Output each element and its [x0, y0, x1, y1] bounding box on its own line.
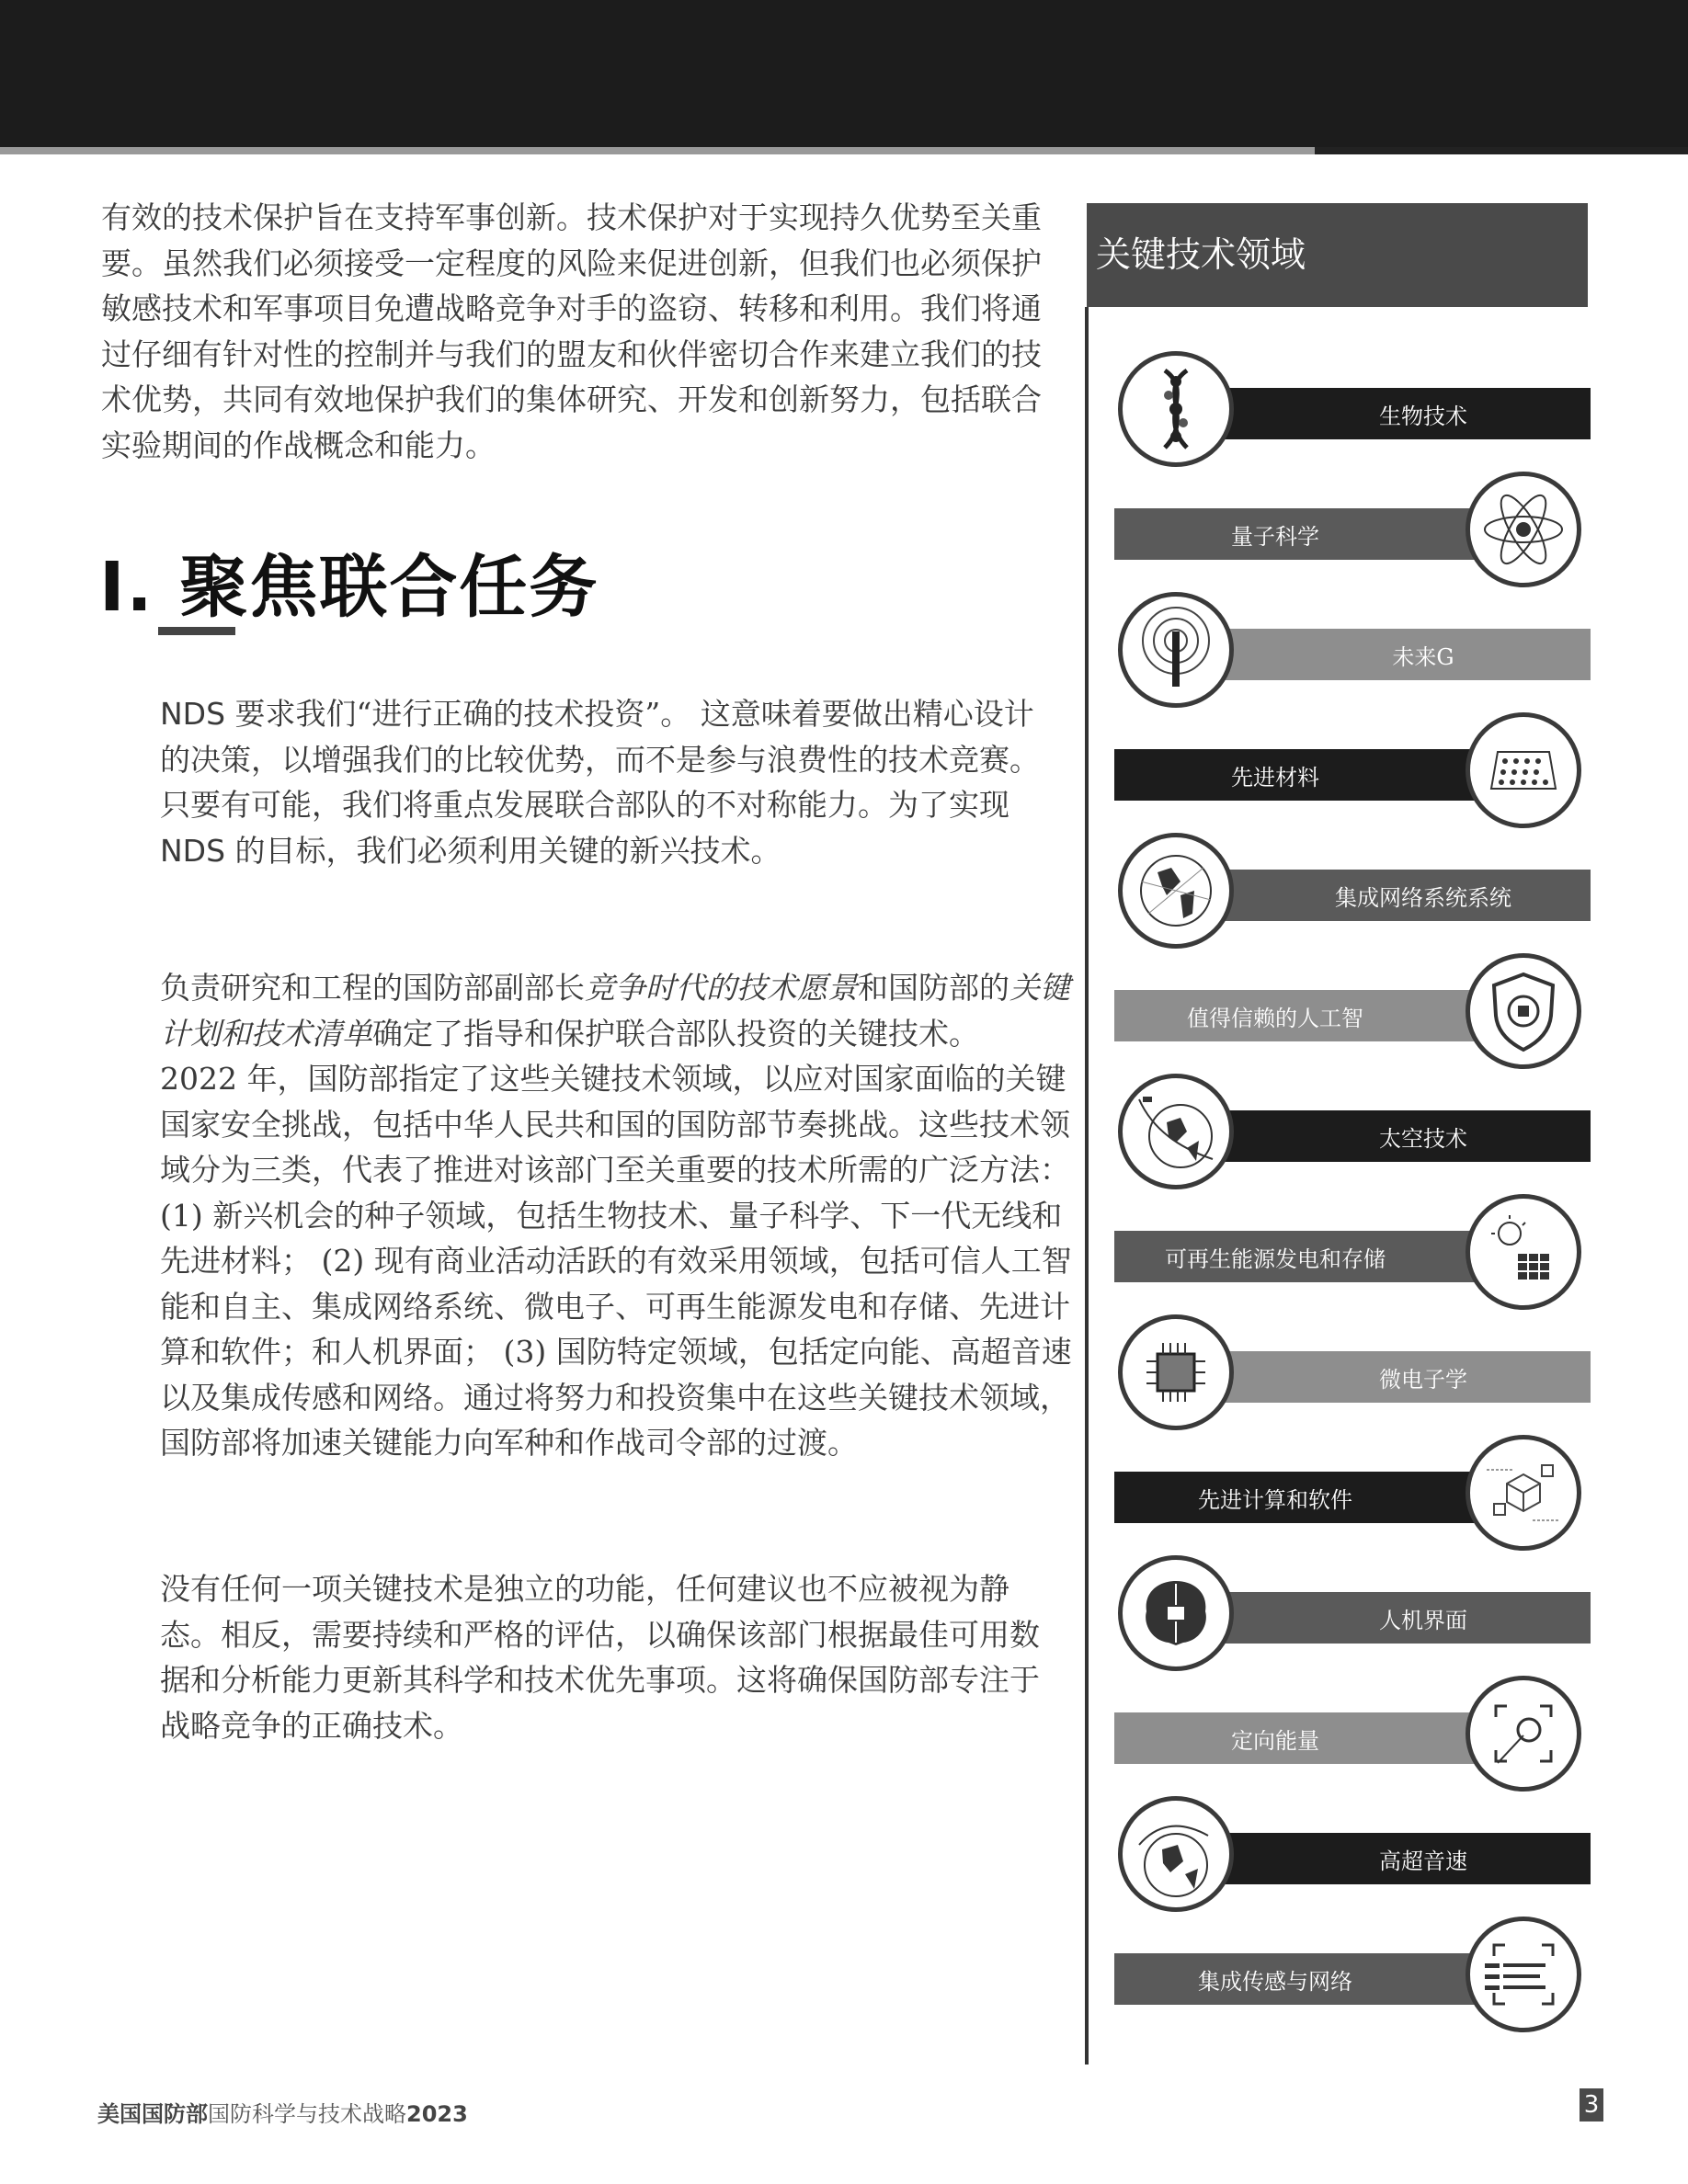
tech-label: 太空技术: [1192, 1110, 1591, 1162]
sidebar-title: 关键技术领域: [1087, 203, 1588, 307]
footer-document: 国防科学与技术战略: [208, 2101, 406, 2127]
tech-label: 定向能量: [1114, 1712, 1500, 1764]
satellite-globe-icon: [1118, 1074, 1234, 1189]
paragraph-text: 和国防部的: [858, 970, 1009, 1006]
nds-term: NDS: [160, 696, 226, 732]
footer-year: 2023: [406, 2101, 468, 2127]
nds-term: NDS: [160, 832, 226, 869]
tech-item-biotech: [1114, 349, 1591, 478]
paragraph-text: 要求我们“进行正确的技术投资”。 这意味着要做出精心设计的决策，以增强我们的比较优势，而不是参与浪费性的技术竞赛。只要有可能，我们将重点发展联合部队的不对称能力。为了实现: [160, 696, 1040, 823]
tech-item-renewable-energy: [1114, 1192, 1591, 1321]
intro-paragraph: 有效的技术保护旨在支持军事创新。技术保护对于实现持久优势至关重要。虽然我们必须接受一定程度的风险来促进创新，但我们也必须保护敏感技术和军事项目免遭战略竞争对手的盗窃、转移和利用。我们将通过仔细有针对性的控制并与我们的盟友和伙伴密切合作来建立我们的技术优势，共同有效地保护我们的集体研究、开发和创新努力，包括联合实验期间的作战概念和能力。: [101, 199, 1042, 463]
binary-sensor-icon: [1466, 1917, 1581, 2032]
paragraph-text: 2022 年，国防部指定了这些关键技术领域，以应对国家面临的关键国家安全挑战，包括中华人民共和国的国防部节奏挑战。这些技术领域分为三类，代表了推进对该部门至关重要的技术所需的广泛方法：(1) 新兴机会的种子领域，包括生物技术、量子科学、下一代无线和先进材料； (2) 现有商业活动活跃的有效采用领域，包括可信人工智能和自主、集成网络系统、微电子、可再生能源发电和存储、先进计算和软件；和人机界面； (3) 国防特定领域，包括定向能、高超音速以及集成传感和网络。通过将努力和投资集中在这些关键技术领域，国防部将加速关键能力向军种和作战司令部的过渡。: [160, 1061, 1072, 1461]
tech-item-future-g: [1114, 590, 1591, 719]
paragraph-text: 确定了指导和保护联合部队投资的关键技术。: [372, 1015, 979, 1052]
sidebar-divider: [1085, 307, 1089, 2065]
page-number: 3: [1580, 2088, 1603, 2121]
target-beam-icon: [1466, 1676, 1581, 1792]
tech-label: 人机界面: [1192, 1592, 1591, 1644]
paragraph-text: 的目标，我们必须利用关键的新兴技术。: [225, 832, 781, 869]
microchip-icon: [1118, 1314, 1234, 1430]
computing-cubes-icon: [1466, 1435, 1581, 1551]
tech-item-quantum: [1114, 470, 1591, 598]
tech-label: 先进计算和软件: [1114, 1472, 1500, 1523]
tech-label: 值得信赖的人工智: [1114, 990, 1500, 1041]
material-grid-icon: [1466, 712, 1581, 828]
footer-org: 美国国防部: [97, 2101, 208, 2127]
tech-label: 高超音速: [1192, 1833, 1591, 1884]
tech-item-space: [1114, 1072, 1591, 1200]
tech-item-trusted-ai: [1114, 951, 1591, 1080]
tech-item-advanced-computing: [1114, 1433, 1591, 1562]
brain-circuit-icon: [1118, 1555, 1234, 1671]
network-globe-icon: [1118, 833, 1234, 949]
hypersonic-globe-icon: [1118, 1796, 1234, 1912]
tech-item-network-systems: [1114, 831, 1591, 960]
tech-item-human-machine-interface: [1114, 1553, 1591, 1682]
paragraph-evaluation: 没有任何一项关键技术是独立的功能，任何建议也不应被视为静态。相反，需要持续和严格的评估，以确保该部门根据最佳可用数据和分析能力更新其科学和技术优先事项。这将确保国防部专注于战略竞争的正确技术。: [160, 1571, 1040, 1744]
tech-label: 集成传感与网络: [1114, 1953, 1500, 2005]
tech-item-hypersonics: [1114, 1794, 1591, 1923]
heading-underline: [158, 627, 235, 635]
solar-panel-icon: [1466, 1194, 1581, 1310]
tech-label: 集成网络系统系统: [1192, 870, 1591, 921]
paragraph-nds: [160, 691, 1061, 873]
footer-title: [97, 2096, 468, 2128]
signal-tower-icon: [1118, 592, 1234, 708]
top-banner: [0, 0, 1688, 147]
banner-divider-dark: [1315, 147, 1688, 154]
tech-item-advanced-materials: [1114, 711, 1591, 839]
document-title-vision: 竞争时代的技术愿景: [585, 970, 858, 1006]
tech-item-microelectronics: [1114, 1313, 1591, 1441]
paragraph-technology-areas: [160, 965, 1089, 1466]
tech-label: 先进材料: [1114, 749, 1500, 801]
tech-label: 微电子学: [1192, 1351, 1591, 1403]
tech-label: 量子科学: [1114, 508, 1500, 560]
atom-icon: [1466, 472, 1581, 587]
tech-item-directed-energy: [1114, 1674, 1591, 1803]
tech-item-integrated-sensing: [1114, 1915, 1591, 2043]
tech-label: 生物技术: [1192, 388, 1591, 439]
banner-divider-light: [0, 147, 1315, 154]
document-title-list: 关键计划和技术清单: [160, 970, 1070, 1052]
paragraph-text: 负责研究和工程的国防部副部长: [160, 970, 585, 1006]
dna-icon: [1118, 351, 1234, 467]
ai-shield-icon: [1466, 953, 1581, 1069]
tech-label: 可再生能源发电和存储: [1114, 1231, 1500, 1282]
section-heading: I. 聚焦联合任务: [99, 548, 599, 627]
tech-label: 未来G: [1192, 629, 1591, 680]
